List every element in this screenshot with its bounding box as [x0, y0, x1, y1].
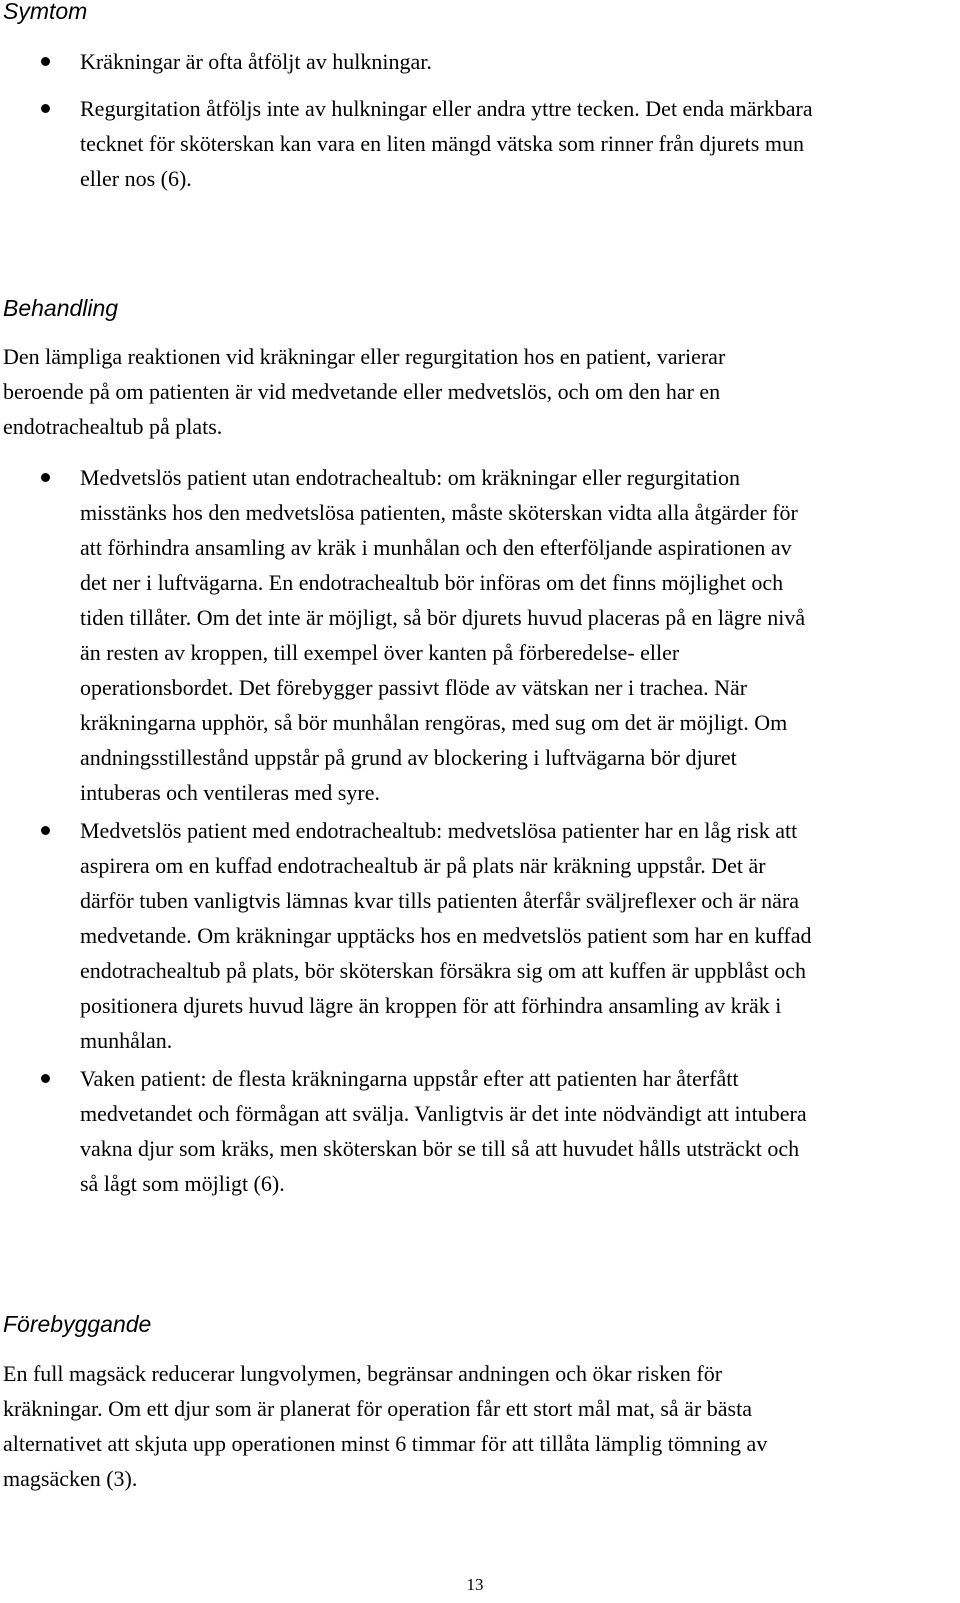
text-line: endotrachealtub på plats, bör sköterskan försäkra sig om att kuffen är uppblåst och — [80, 958, 806, 983]
text-line: Medvetslös patient med endotrachealtub: medvetslösa patienter har en låg risk att — [80, 818, 798, 843]
text-line: Regurgitation åtföljs inte av hulkningar eller andra yttre tecken. Det enda märkbara — [80, 96, 813, 121]
page-number: 13 — [466, 1575, 484, 1594]
text-line: alternativet att skjuta upp operationen minst 6 timmar för att tillåta lämplig tömning av — [3, 1431, 768, 1456]
bullet-text — [80, 460, 950, 810]
section-heading-forebyggande: Förebyggande — [3, 1311, 152, 1337]
bullet-dot-icon — [41, 826, 50, 835]
forebyggande-paragraph — [3, 1356, 943, 1496]
text-line: än resten av kroppen, till exempel över kanten på förberedelse- eller — [80, 640, 680, 665]
bullet-dot-icon — [41, 57, 50, 66]
text-line: En full magsäck reducerar lungvolymen, begränsar andningen och ökar risken för — [3, 1361, 723, 1386]
text-line: medvetandet och förmågan att svälja. Vanligtvis är det inte nödvändigt att intubera — [80, 1101, 807, 1126]
text-line: Medvetslös patient utan endotrachealtub: om kräkningar eller regurgitation — [80, 465, 740, 490]
text-line: positionera djurets huvud lägre än kroppen för att förhindra ansamling av kräk i — [80, 993, 782, 1018]
text-line: vakna djur som kräks, men sköterskan bör se till så att huvudet hålls utsträckt och — [80, 1136, 800, 1161]
text-line: tiden tillåter. Om det inte är möjligt, så bör djurets huvud placeras på en lägre nivå — [80, 605, 806, 630]
text-line: munhålan. — [80, 1028, 173, 1053]
section-heading-symtom: Symtom — [3, 0, 88, 24]
bullet-text — [80, 813, 950, 1058]
text-line: Vaken patient: de flesta kräkningarna uppstår efter att patienten har återfått — [80, 1066, 739, 1091]
text-line: operationsbordet. Det förebygger passivt flöde av vätskan ner i trachea. När — [80, 675, 748, 700]
text-line: intuberas och ventileras med syre. — [80, 780, 380, 805]
text-line: medvetande. Om kräkningar upptäcks hos en medvetslös patient som har en kuffad — [80, 923, 812, 948]
text-line: kräkningar. Om ett djur som är planerat för operation får ett stort mål mat, så är bästa — [3, 1396, 752, 1421]
text-line: Kräkningar är ofta åtföljt av hulkningar. — [80, 49, 432, 74]
text-line: kräkningarna upphör, så bör munhålan rengöras, med sug om det är möjligt. Om — [80, 710, 788, 735]
text-line: tecknet för sköterskan kan vara en liten mängd vätska som rinner från djurets mun — [80, 131, 804, 156]
bullet-text — [80, 1061, 950, 1201]
text-line: Den lämpliga reaktionen vid kräkningar eller regurgitation hos en patient, varierar — [3, 344, 726, 369]
text-line: magsäcken (3). — [3, 1466, 138, 1491]
bullet-dot-icon — [41, 104, 50, 113]
text-line: aspirera om en kuffad endotrachealtub är på plats när kräkning uppstår. Det är — [80, 853, 766, 878]
text-line: därför tuben vanligtvis lämnas kvar tills patienten återfår sväljreflexer och är nära — [80, 888, 799, 913]
behandling-intro-paragraph — [3, 339, 943, 444]
bullet-dot-icon — [41, 473, 50, 482]
bullet-text — [80, 44, 950, 79]
text-line: eller nos (6). — [80, 166, 192, 191]
text-line: endotrachealtub på plats. — [3, 414, 223, 439]
text-line: andningsstillestånd uppstår på grund av blockering i luftvägarna bör djuret — [80, 745, 737, 770]
text-line: så lågt som möjligt (6). — [80, 1171, 285, 1196]
text-line: det ner i luftvägarna. En endotrachealtub bör införas om det finns möjlighet och — [80, 570, 784, 595]
text-line: att förhindra ansamling av kräk i munhålan och den efterföljande aspirationen av — [80, 535, 792, 560]
bullet-dot-icon — [41, 1074, 50, 1083]
text-line: misstänks hos den medvetslösa patienten, måste sköterskan vidta alla åtgärder för — [80, 500, 798, 525]
text-line: beroende på om patienten är vid medvetande eller medvetslös, och om den har en — [3, 379, 721, 404]
section-heading-behandling: Behandling — [3, 295, 119, 321]
bullet-text — [80, 91, 950, 196]
